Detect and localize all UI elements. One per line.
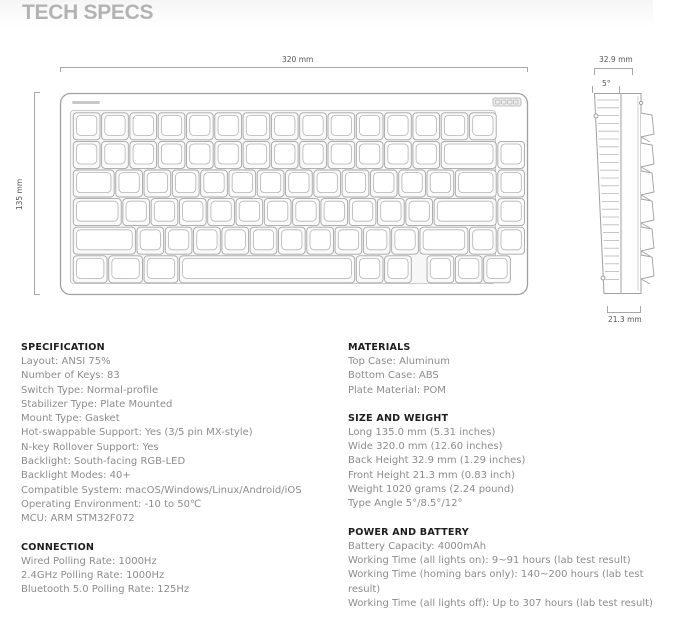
spec-line: Mount Type: Gasket <box>21 413 120 425</box>
spec-line: Working Time (all lights off): Up to 307 hours (lab test result) <box>348 597 653 609</box>
spec-line: Front Height 21.3 mm (0.83 inch) <box>348 469 516 481</box>
specs-right-column <box>348 341 658 625</box>
power-battery-section <box>348 526 658 611</box>
spec-line: Working Time (all lights on): 9~91 hours (lab test result) <box>348 554 631 566</box>
keyboard-side-view <box>594 94 654 294</box>
spec-line: Number of Keys: 83 <box>21 370 120 382</box>
front-height-dimension-line <box>608 306 641 313</box>
specification-section <box>21 341 341 527</box>
back-height-label: 32.9 mm <box>599 55 633 64</box>
spec-line: Layout: ANSI 75% <box>21 356 111 367</box>
side-keycap <box>641 199 654 223</box>
spec-line: Top Case: Aluminum <box>348 356 450 367</box>
spec-line: Back Height 32.9 mm (1.29 inches) <box>348 455 526 467</box>
page-title: TECH SPECS <box>0 0 653 28</box>
section-title: MATERIALS <box>348 342 411 353</box>
height-label: 135 mm <box>15 178 25 211</box>
spec-line: Switch Type: Normal-profile <box>21 384 159 396</box>
spec-line: Hot-swappable Support: Yes (3/5 pin MX-style) <box>21 427 253 439</box>
spec-line: Bluetooth 5.0 Polling Rate: 125Hz <box>21 584 190 596</box>
spec-line: Backlight Modes: 40+ <box>21 470 131 482</box>
section-title: SPECIFICATION <box>21 342 105 353</box>
spec-line: Battery Capacity: 4000mAh <box>348 540 487 552</box>
spec-line: Backlight: South-facing RGB-LED <box>21 456 186 468</box>
spec-line: Plate Material: POM <box>348 384 446 396</box>
materials-section <box>348 341 658 398</box>
side-keycap <box>641 227 654 251</box>
connection-section <box>21 541 341 598</box>
side-keycap <box>641 255 654 279</box>
section-title: SIZE AND WEIGHT <box>348 412 449 424</box>
spec-line: Bottom Case: ABS <box>348 370 439 382</box>
specs-left-column <box>21 341 341 611</box>
spec-line: N-key Rollover Support: Yes <box>21 441 159 453</box>
spec-line: Working Time (homing bars only): 140~200 hours (lab test result) <box>348 569 644 595</box>
size-weight-section <box>348 412 658 512</box>
spec-line: Type Angle 5°/8.5°/12° <box>348 498 463 510</box>
spec-line: Weight 1020 grams (2.24 pound) <box>348 484 515 496</box>
width-label: 320 mm <box>282 55 314 64</box>
spec-line: Stabilizer Type: Plate Mounted <box>21 398 173 410</box>
back-height-dimension-line <box>595 69 633 76</box>
front-height-label: 21.3 mm <box>608 315 642 324</box>
spec-line: 2.4GHz Polling Rate: 1000Hz <box>21 569 165 581</box>
spec-line: Long 135.0 mm (5.31 inches) <box>348 426 496 438</box>
width-dimension-line <box>61 68 528 73</box>
keyboard-top-view <box>61 94 528 295</box>
spec-line: Wired Polling Rate: 1000Hz <box>21 555 157 567</box>
spec-line: Wide 320.0 mm (12.60 inches) <box>348 441 503 453</box>
angle-label: 5° <box>602 79 611 88</box>
section-title: CONNECTION <box>21 541 95 553</box>
height-dimension-line <box>35 93 41 295</box>
section-title: POWER AND BATTERY <box>348 526 469 538</box>
spec-line: MCU: ARM STM32F072 <box>21 513 135 525</box>
side-keycap <box>641 113 654 137</box>
side-keycap <box>641 171 654 195</box>
spec-line: Compatible System: macOS/Windows/Linux/Android/iOS <box>21 484 302 496</box>
side-keycap <box>641 143 654 167</box>
spec-line: Operating Environment: -10 to 50℃ <box>21 498 202 510</box>
